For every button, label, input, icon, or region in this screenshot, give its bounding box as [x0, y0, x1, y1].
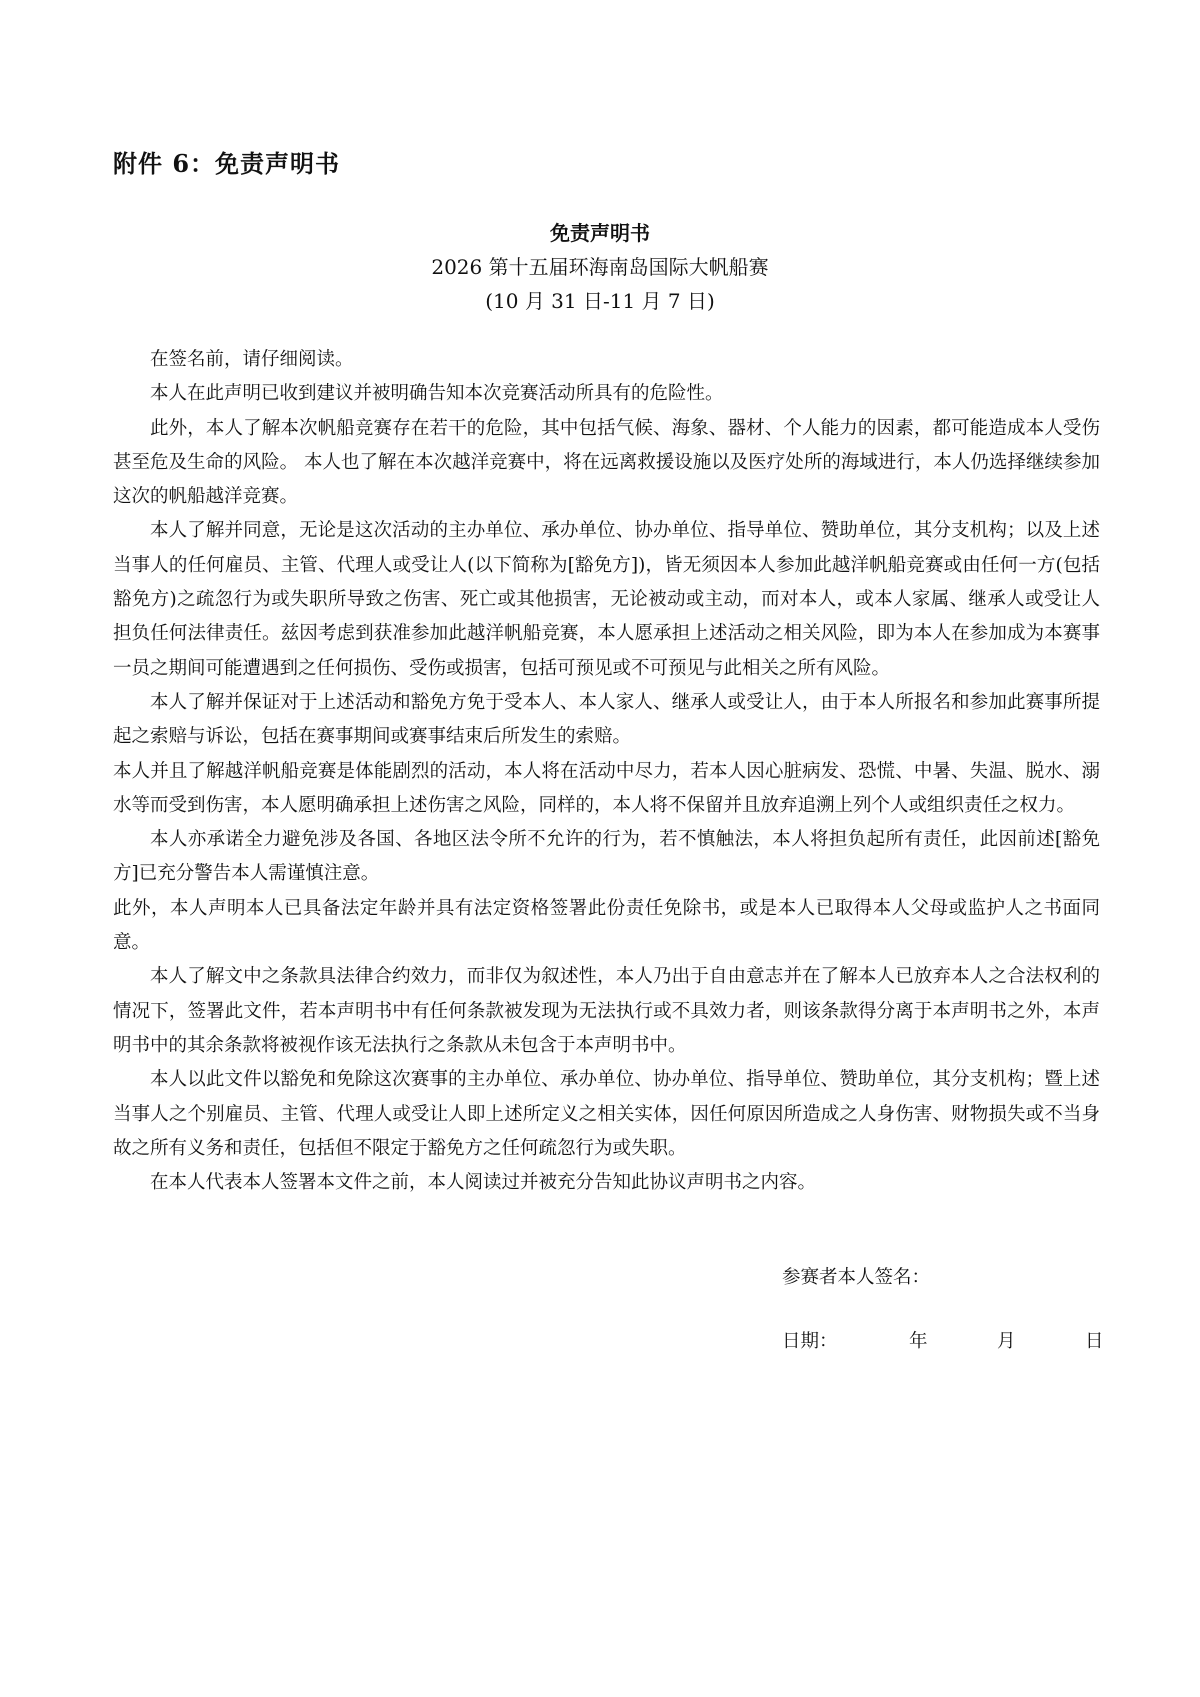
paragraph: 本人在此声明已收到建议并被明确告知本次竞赛活动所具有的危险性。 — [150, 383, 724, 405]
event-dates: (10 月 31 日-11 月 7 日) — [485, 289, 715, 313]
paragraph: 在本人代表本人签署本文件之前，本人阅读过并被充分告知此协议声明书之内容。 — [150, 1172, 817, 1194]
attachment-heading: 附件 6：免责声明书 — [113, 149, 341, 178]
paragraph: 本人亦承诺全力避免涉及各国、各地区法令所不允许的行为，若不慎触法，本人将担负起所有责任，此因前述[豁免方]已充分警告本人需谨慎注意。 — [113, 829, 1100, 885]
date-year-label: 年 — [909, 1331, 928, 1352]
paragraph: 本人以此文件以豁免和免除这次赛事的主办单位、承办单位、协办单位、指导单位、赞助单位，其分支机构；暨上述当事人之个别雇员、主管、代理人或受让人即上述所定义之相关实体，因任何原因所造成之人身伤害、财物损失或不当身故之所有义务和责任，包括但不限定于豁免方之任何疏忽行为或失职。 — [113, 1069, 1100, 1159]
date-line — [782, 1327, 1102, 1361]
paragraph: 在签名前，请仔细阅读。 — [150, 349, 354, 370]
paragraph: 本人了解并同意，无论是这次活动的主办单位、承办单位、协办单位、指导单位、赞助单位，其分支机构；以及上述当事人的任何雇员、主管、代理人或受让人(以下简称为[豁免方])，皆无须因本人参加此越洋帆船竞赛或由任何一方(包括豁免方)之疏忽行为或失职所导致之伤害、死亡或其他损害，无论被动或主动，而对本人，或本人家属、继承人或受让人担负任何法律责任。兹因考虑到获准参加此越洋帆船竞赛，本人愿承担上述活动之相关风险，即为本人在参加成为本赛事一员之期间可能遭遇到之任何损伤、受伤或损害，包括可预见或不可预见与此相关之所有风险。 — [113, 520, 1100, 679]
paragraph: 此外，本人了解本次帆船竞赛存在若干的危险，其中包括气候、海象、器材、个人能力的因素，都可能造成本人受伤甚至危及生命的风险。 本人也了解在本次越洋竞赛中，将在远离救援设施以及医疗处所的海域进行，本人仍选择继续参加这次的帆船越洋竞赛。 — [113, 417, 1100, 508]
event-name: 2026 第十五届环海南岛国际大帆船赛 — [431, 255, 769, 279]
paragraph: 本人了解文中之条款具法律合约效力，而非仅为叙述性，本人乃出于自由意志并在了解本人已放弃本人之合法权利的情况下，签署此文件，若本声明书中有任何条款被发现为无法执行或不具效力者，则该条款得分离于本声明书之外，本声明书中的其余条款将被视作该无法执行之条款从未包含于本声明书中。 — [113, 966, 1100, 1056]
date-label: 日期： — [782, 1331, 838, 1352]
paragraph: 本人并且了解越洋帆船竞赛是体能剧烈的活动，本人将在活动中尽力，若本人因心脏病发、恐慌、中暑、失温、脱水、溺水等而受到伤害，本人愿明确承担上述伤害之风险，同样的，本人将不保留并且放弃追溯上列个人或组织责任之权力。 — [113, 760, 1100, 816]
disclaimer-body — [113, 343, 1100, 1200]
document-title: 免责声明书 — [550, 221, 650, 245]
date-day-label: 日 — [1085, 1331, 1104, 1352]
paragraph: 此外，本人声明本人已具备法定年龄并具有法定资格签署此份责任免除书，或是本人已取得本人父母或监护人之书面同意。 — [113, 897, 1100, 954]
paragraph: 本人了解并保证对于上述活动和豁免方免于受本人、本人家人、继承人或受让人，由于本人所报名和参加此赛事所提起之索赔与诉讼，包括在赛事期间或赛事结束后所发生的索赔。 — [113, 691, 1100, 748]
title-block — [0, 216, 1200, 318]
date-month-label: 月 — [997, 1331, 1016, 1352]
signature-label: 参赛者本人签名： — [782, 1267, 931, 1288]
